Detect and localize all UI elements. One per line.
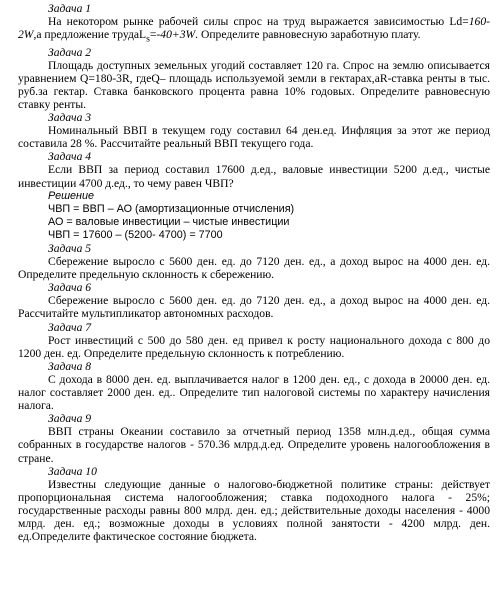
- task-1-title: Задача 1: [48, 2, 92, 15]
- task-6-text: Сбережение выросло с 5600 ден. ед. до 7120 ден. ед., а доход вырос на 4000 ден. ед. Рассчитайте мультипликатор автономных расходов.: [18, 294, 490, 321]
- task-3-text: Номинальный ВВП в текущем году составил 64 ден.ед. Инфляция за этот же период составила 28 %. Рассчитайте реальный ВВП текущего года.: [18, 124, 490, 151]
- task-1-text-g: . Определите равновесную заработную плату.: [195, 28, 421, 42]
- task-4-solution-title: Решение: [48, 189, 95, 202]
- task-10-text: Известны следующие данные о налогово-бюджетной политике страны: действует пропорциональная система налогообложения; ставка подоходного налога - 25%; государственные расходы равны 800 млрд. ден. ед.; действительные доходы населения - 4000 млрд. ден. ед.; возможные доходы в условиях полной занятости - 4200 млрд. ден. ед.Определите фактическое состояние бюджета.: [18, 477, 490, 544]
- task-9-title: Задача 9: [48, 412, 92, 426]
- task-3-title: Задача 3: [48, 111, 92, 125]
- task-2-text: Площадь доступных земельных угодий составляет 120 га. Спрос на землю описывается уравнением Q=180-3R, гдеQ– площадь используемой земли в гектарах,aR-ставка ренты в тыс. руб.за гектар. Ставка банковского процента равна 10% годовых. Определите равновесную ставку ренты.: [18, 58, 490, 111]
- task-4-solution-line-3: ЧВП = 17600 – (5200- 4700) = 7700: [48, 228, 223, 241]
- task-10-title: Задача 10: [48, 464, 97, 478]
- task-7-title: Задача 7: [48, 320, 92, 334]
- task-1-text-c: ,а предложение трудаL: [33, 28, 147, 42]
- task-4-solution-line-2: АО = валовые инвестиции – чистые инвестиции: [48, 215, 290, 228]
- task-1-text-e: =: [149, 28, 157, 42]
- task-2-title: Задача 2: [48, 45, 92, 59]
- task-1-text: [18, 15, 490, 46]
- task-9-text: ВВП страны Океании составило за отчетный период 1358 млн.д.ед., общая сумма собранных в государстве налогов - 570.36 млрд.д.ед. Определите уровень налогообложения в стране.: [18, 425, 490, 465]
- task-6-title: Задача 6: [48, 281, 92, 295]
- task-1-supply-formula: -40+3W: [156, 28, 196, 42]
- task-4-text: Если ВВП за период составил 17600 д.ед., валовые инвестиции 5200 д.ед., чистые инвестиции 4700 д.ед., то чему равен ЧВП?: [18, 163, 490, 190]
- task-7-text: Рост инвестиций с 500 до 580 ден. ед привел к росту национального дохода с 800 до 1200 ден. ед. Определите предельную склонность к потреблению.: [18, 333, 490, 360]
- task-1-subscript: s: [146, 33, 150, 45]
- task-1-text-a: На некотором рынке рабочей силы спрос на труд выражается зависимостью Ld=: [48, 15, 469, 29]
- task-8-title: Задача 8: [48, 359, 92, 373]
- task-4-title: Задача 4: [48, 150, 92, 164]
- task-1-demand-formula: 160-2W: [18, 15, 490, 42]
- task-5-title: Задача 5: [48, 242, 92, 255]
- task-4-solution-line-1: ЧВП = ВВП – АО (амортизационные отчисления): [48, 202, 295, 215]
- task-5-text: Сбережение выросло с 5600 ден. ед. до 7120 ден. ед., а доход вырос на 4000 ден. ед. Определите предельную склонность к сбережению.: [18, 255, 490, 282]
- task-8-text: С дохода в 8000 ден. ед. выплачивается налог в 1200 ден. ед., с дохода в 20000 ден. ед. налог составляет 2000 ден. ед.. Определите тип налоговой системы по характеру начисления налога.: [18, 372, 490, 413]
